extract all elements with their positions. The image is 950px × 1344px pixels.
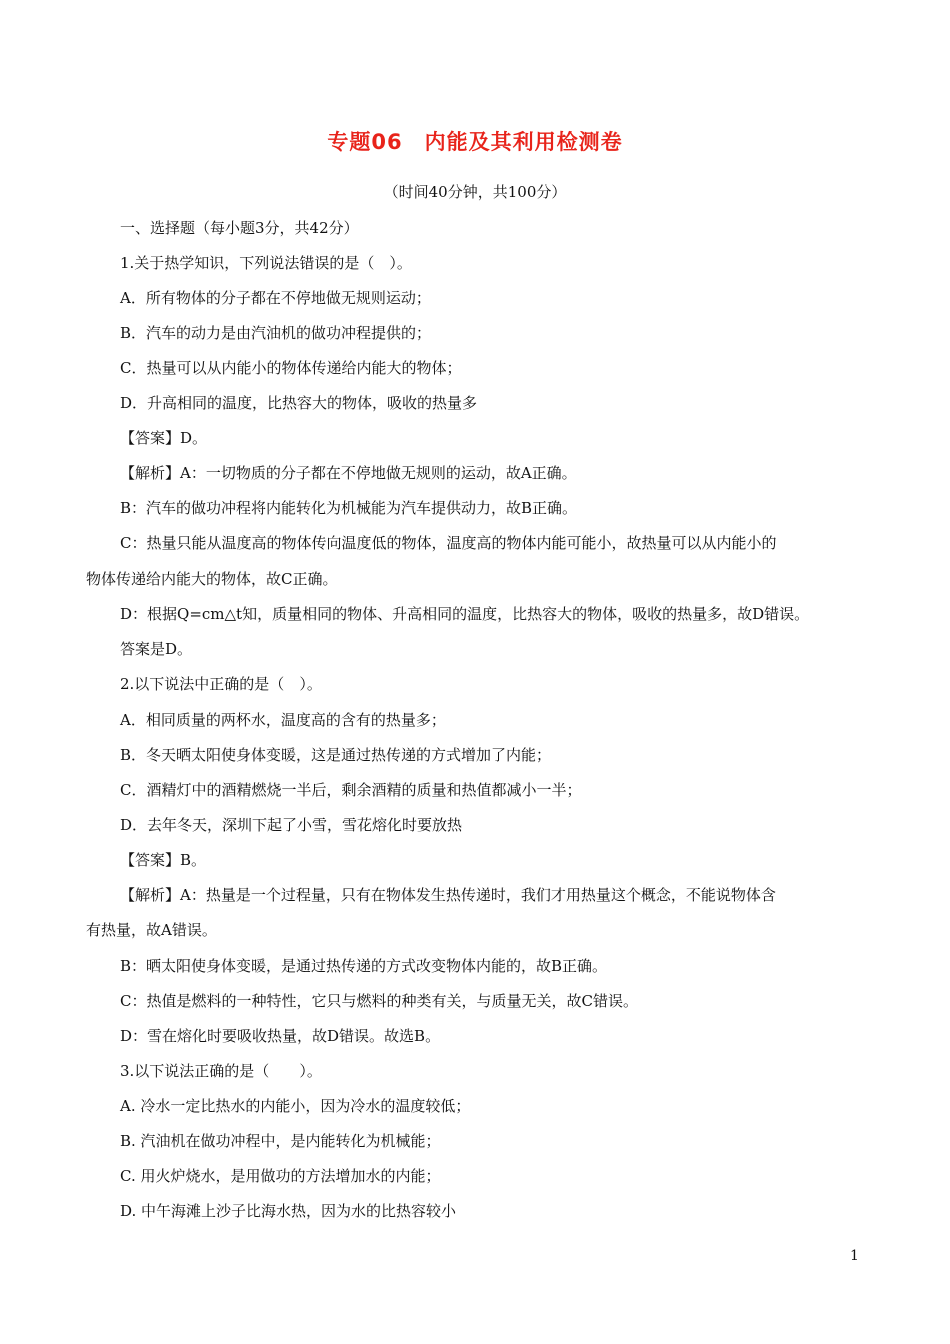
q2-option-c: C．酒精灯中的酒精燃烧一半后，剩余酒精的质量和热值都减小一半； <box>120 781 582 799</box>
q1-analysis-c: C：热量只能从温度高的物体传向温度低的物体，温度高的物体内能可能小，故热量可以从内能小的 <box>120 534 777 552</box>
q1-analysis-b: B：汽车的做功冲程将内能转化为机械能为汽车提供动力，故B正确。 <box>120 499 578 517</box>
page-number: 1 <box>850 1248 859 1264</box>
q2-analysis-a-cont: 有热量，故A错误。 <box>86 921 217 939</box>
q1-analysis-c-cont: 物体传递给内能大的物体，故C正确。 <box>86 570 338 588</box>
q3-option-d: D. 中午海滩上沙子比海水热，因为水的比热容较小 <box>120 1202 457 1220</box>
q1-analysis-d: D：根据Q=cm△t知，质量相同的物体、升高相同的温度，比热容大的物体，吸收的热量多，故D错误。 <box>120 605 810 623</box>
q3-option-b: B. 汽油机在做功冲程中，是内能转化为机械能； <box>120 1132 441 1150</box>
q1-option-b: B．汽车的动力是由汽油机的做功冲程提供的； <box>120 324 432 342</box>
q2-option-d: D．去年冬天，深圳下起了小雪，雪花熔化时要放热 <box>120 816 463 834</box>
question-3: 3.以下说法正确的是（ ）。 <box>120 1062 322 1080</box>
q1-answer: 【答案】D。 <box>120 429 208 447</box>
q1-conclusion: 答案是D。 <box>120 640 193 658</box>
q3-option-a: A. 冷水一定比热水的内能小，因为冷水的温度较低； <box>120 1097 471 1115</box>
q1-option-c: C．热量可以从内能小的物体传递给内能大的物体； <box>120 359 462 377</box>
q2-analysis-d: D：雪在熔化时要吸收热量，故D错误。故选B。 <box>120 1027 441 1045</box>
time-note: （时间40分钟，共100分） <box>383 183 567 201</box>
question-2: 2.以下说法中正确的是（ ）。 <box>120 675 322 693</box>
q1-option-d: D．升高相同的温度，比热容大的物体，吸收的热量多 <box>120 394 478 412</box>
q2-analysis-c: C：热值是燃料的一种特性，它只与燃料的种类有关，与质量无关，故C错误。 <box>120 992 638 1010</box>
q2-analysis-b: B：晒太阳使身体变暖，是通过热传递的方式改变物体内能的，故B正确。 <box>120 957 608 975</box>
page-title: 专题06 内能及其利用检测卷 <box>327 130 623 154</box>
q2-answer: 【答案】B。 <box>120 851 207 869</box>
q1-option-a: A．所有物体的分子都在不停地做无规则运动； <box>120 289 431 307</box>
q2-option-a: A．相同质量的两杯水，温度高的含有的热量多； <box>120 711 446 729</box>
q2-option-b: B．冬天晒太阳使身体变暖，这是通过热传递的方式增加了内能； <box>120 746 552 764</box>
section-heading: 一、选择题（每小题3分，共42分） <box>120 219 359 237</box>
q1-analysis-a: 【解析】A：一切物质的分子都在不停地做无规则的运动，故A正确。 <box>120 464 577 482</box>
q3-option-c: C. 用火炉烧水，是用做功的方法增加水的内能； <box>120 1167 441 1185</box>
q2-analysis-a: 【解析】A：热量是一个过程量，只有在物体发生热传递时，我们才用热量这个概念，不能说物体含 <box>120 886 776 904</box>
question-1: 1.关于热学知识，下列说法错误的是（ ）。 <box>120 254 412 272</box>
